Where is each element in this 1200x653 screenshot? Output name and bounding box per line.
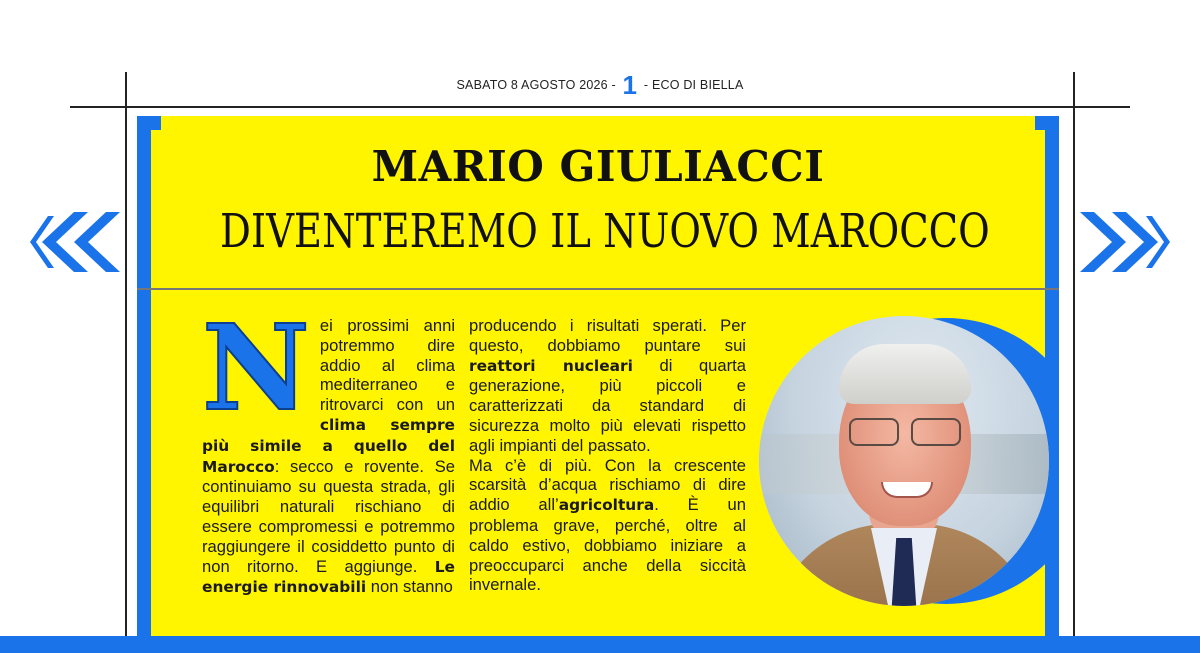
highlight-text: reattori nucleari <box>469 356 633 375</box>
bottom-band <box>0 636 1200 653</box>
publication-name: ECO DI BIELLA <box>651 78 744 92</box>
photo-smile <box>881 482 933 498</box>
bracket-left-top <box>137 116 161 130</box>
article-column-1 <box>202 298 455 598</box>
running-head <box>0 70 1200 101</box>
body-text: di quarta generazione, più piccoli e caratterizzati da standard di sicurezza molto più elevati rispetto agli impianti del passato. <box>469 355 746 455</box>
body-text: . È un problema grave, perché, oltre al caldo estivo, dobbiamo iniziare a preoccuparci anche della siccità invernale. <box>469 495 746 595</box>
crop-mark-right <box>1073 72 1075 642</box>
headline-divider <box>137 288 1059 290</box>
highlight-text: Le energie rinnovabili <box>202 557 455 597</box>
double-chevron-right-icon <box>1074 212 1174 272</box>
body-text: ei prossimi anni potremmo dire addio al clima mediterraneo e ritrovarci con un <box>319 316 455 415</box>
double-chevron-left-icon <box>26 212 126 272</box>
headline <box>137 142 1059 259</box>
bracket-right-top <box>1035 116 1059 130</box>
article-column-2 <box>469 316 746 595</box>
body-text: producendo i risultati sperati. Per questo, dobbiamo puntare sui <box>469 316 746 355</box>
body-text: : secco e rovente. Se continuiamo su questa strada, gli equilibri naturali rischiano di essere compromessi e potremmo raggiungere il cosiddetto punto di non ritorno. E aggiunge. <box>202 456 455 576</box>
paragraph <box>469 316 746 456</box>
photo-glasses <box>849 418 961 444</box>
article-panel <box>137 116 1059 653</box>
headline-title: DIVENTEREMO IL NUOVO MAROCCO <box>219 204 990 259</box>
body-text: non stanno <box>366 577 453 597</box>
separator: - <box>611 78 616 92</box>
drop-cap: N <box>202 298 310 437</box>
page-number: 1 <box>622 70 638 100</box>
headline-name: MARIO GIULIACCI <box>371 142 825 191</box>
highlight-text: clima sempre più simile a quello del Marocco <box>202 415 455 476</box>
highlight-text: agricoltura <box>558 496 655 515</box>
body-text: Ma c’è di più. Con la crescente scarsità d’acqua rischiamo di dire addio all’ <box>469 455 746 515</box>
top-rule <box>70 106 1130 108</box>
portrait-photo <box>759 316 1049 606</box>
paragraph <box>469 456 746 596</box>
separator: - <box>643 78 649 92</box>
issue-date: SABATO 8 AGOSTO 2026 <box>456 78 608 92</box>
crop-mark-left <box>125 72 127 642</box>
photo-hair <box>839 344 971 404</box>
